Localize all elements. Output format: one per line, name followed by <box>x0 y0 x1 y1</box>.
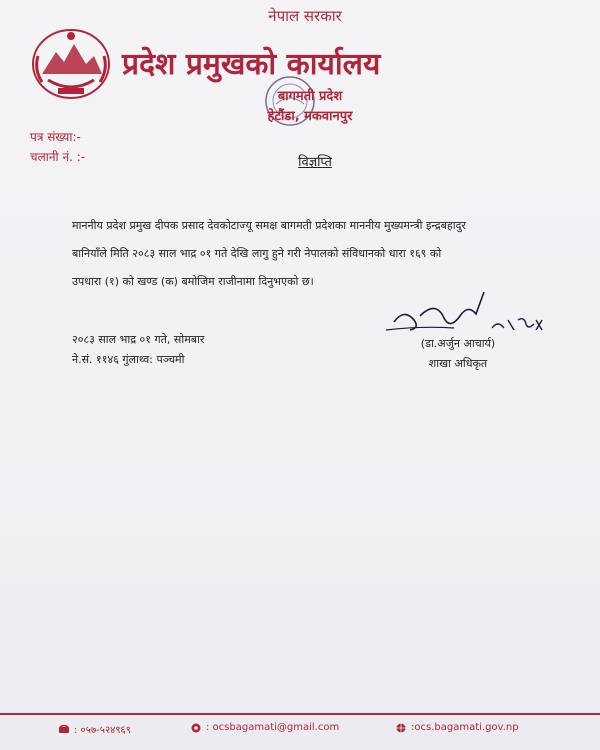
notice-title: विज्ञप्ति <box>298 155 332 170</box>
province-name: बागमती प्रदेश <box>277 89 343 104</box>
email-icon <box>190 723 202 733</box>
office-name: प्रदेश प्रमुखको कार्यालय <box>122 47 381 82</box>
footer-phone <box>58 722 131 736</box>
email-address: : ocsbagamati@gmail.com <box>206 722 340 733</box>
signatory-name: (डा.अर्जुन आचार्य) <box>420 337 496 350</box>
nepal-emblem-icon <box>28 22 114 104</box>
bs-date: २०८३ साल भाद्र ०१ गते, सोमबार <box>72 333 205 346</box>
signatory-designation: शाखा अधिकृत <box>428 357 488 370</box>
notice-body-line: माननीय प्रदेश प्रमुख दीपक प्रसाद देवकोटाज्यू समक्ष बागमती प्रदेशका माननीय मुख्यमन्त्री इन्द्रबहादुर <box>72 219 466 232</box>
notice-body <box>72 212 592 296</box>
footer-website <box>395 722 519 733</box>
footer-email <box>190 722 339 733</box>
notice-body-line: उपधारा (१) को खण्ड (क) बमोजिम राजीनामा दिनुभएको छ। <box>72 275 314 288</box>
globe-icon <box>395 723 407 733</box>
ns-date: ने.सं. ११४६ गुंलाथ्व: पञ्चमी <box>72 353 185 366</box>
letter-number-label: पत्र संख्या:- <box>30 130 81 144</box>
dispatch-number-label: चलानी नं. :- <box>30 150 86 164</box>
footer-divider <box>0 713 600 715</box>
government-name: नेपाल सरकार <box>268 7 342 25</box>
office-location: हेटौंडा, मकवानपुर <box>267 109 353 124</box>
website-url: :ocs.bagamati.gov.np <box>411 722 519 733</box>
phone-number: : ०५७-५२४९६९ <box>74 725 131 736</box>
phone-icon <box>58 724 70 734</box>
notice-body-line: बानियाँले मिति २०८३ साल भाद्र ०१ गते देखि लागु हुने गरी नेपालको संविधानको धारा १६९ को <box>72 247 442 260</box>
